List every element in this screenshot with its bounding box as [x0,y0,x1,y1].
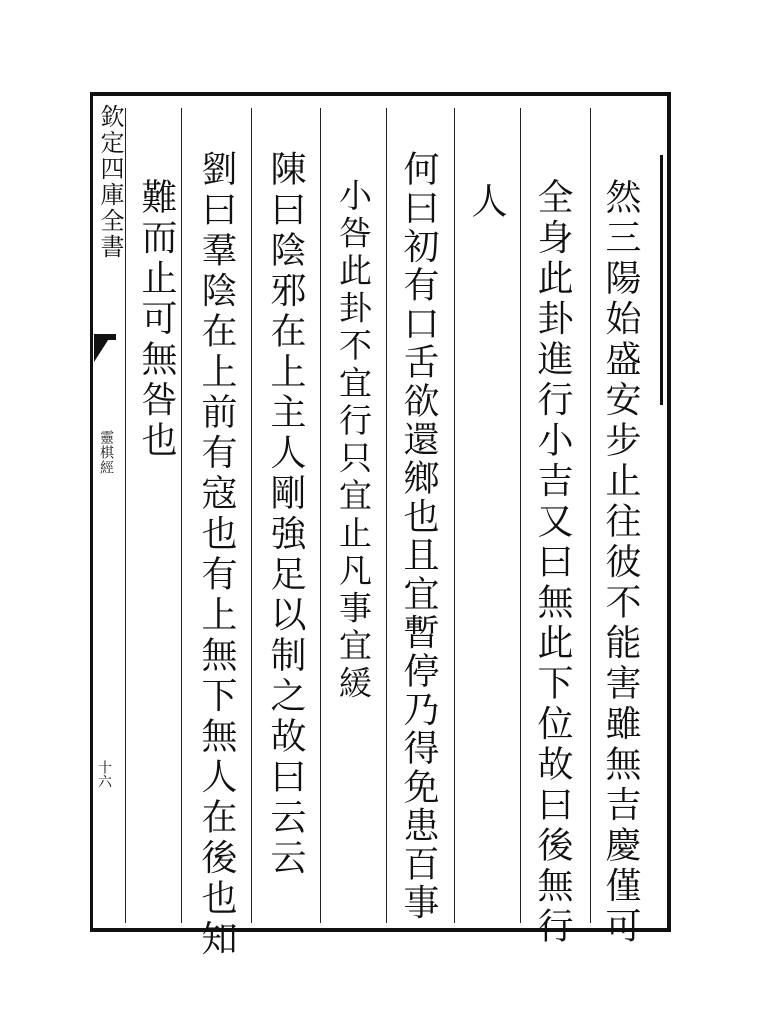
column-rule [520,108,521,923]
page-number: 十六 [96,760,112,788]
collection-title: 欽定四庫全書 [96,104,124,260]
text-column-4: 何曰初有口舌欲還鄉也且宜暫停乃得免患百事 [398,150,439,922]
column-rule [590,108,591,923]
frame-right-border [667,92,671,932]
column-rule [251,108,252,923]
text-column-2: 全身此卦進行小吉又曰無此下位故曰後無行 [532,178,573,948]
fishtail-mark-shape [94,334,112,362]
text-column-3: 人 [466,182,507,223]
column-rule [454,108,455,923]
frame-left-border [90,92,93,932]
text-column-7: 劉曰羣陰在上前有寇也有上無下無人在後也知 [196,150,237,960]
column-rule [320,108,321,923]
text-column-8: 難而止可無咎也 [136,178,177,462]
column-rule [181,108,182,923]
column-rule [125,108,126,923]
column-rule [386,108,387,923]
frame-top-border [92,92,670,96]
text-column-5: 小咎此卦不宜行只宜止凡事宜緩 [334,178,373,703]
text-column-1: 然三陽始盛安步止往彼不能害雖無吉慶僅可 [600,178,641,948]
book-title: 靈棋經 [98,430,114,475]
frame-right-inner-border [660,155,663,405]
text-column-6: 陳曰陰邪在上主人剛強足以制之故曰云云 [265,150,306,879]
frame-bottom-border [92,928,670,932]
